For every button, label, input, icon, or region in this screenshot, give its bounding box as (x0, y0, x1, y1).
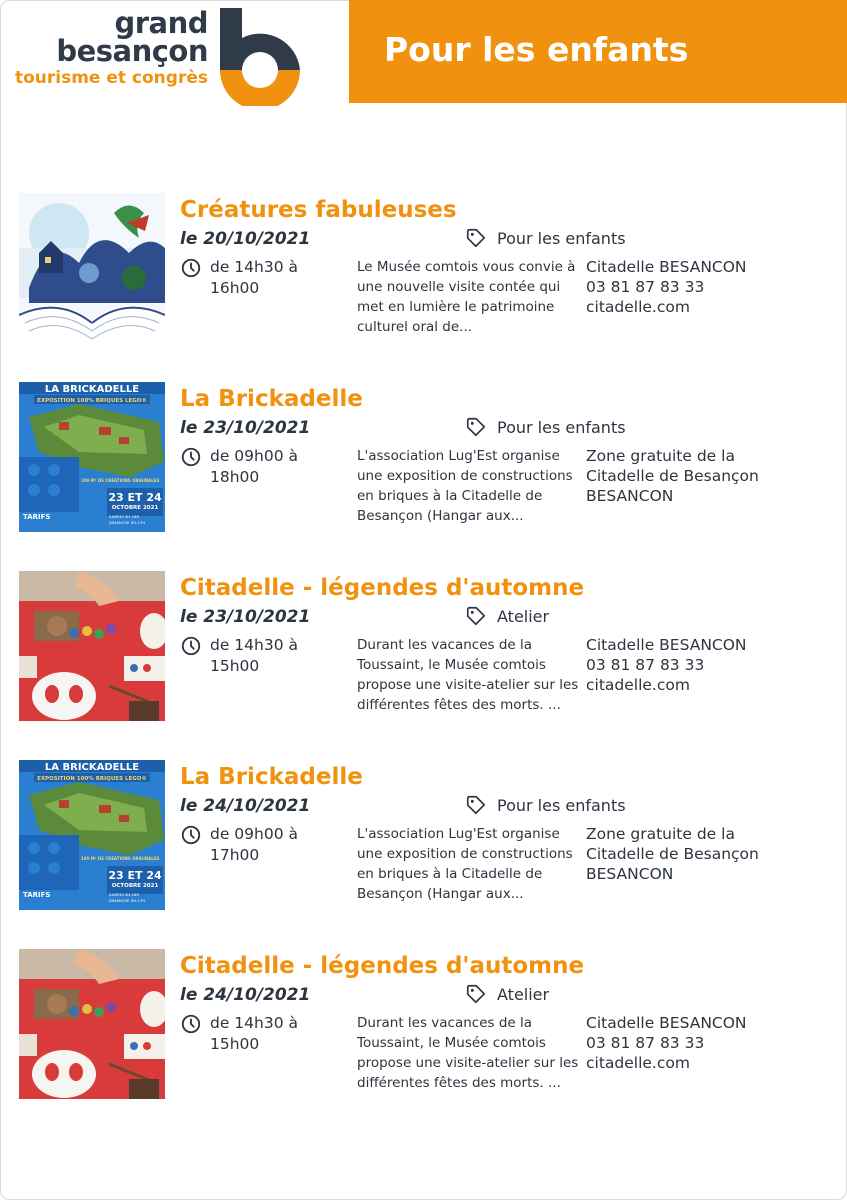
event-date: le 24/10/2021 (180, 985, 311, 1005)
clock-icon (180, 635, 202, 657)
event-card[interactable] (0, 382, 847, 562)
event-image-workshop-masks[interactable] (19, 949, 165, 1099)
poster-hours-1: SAMEDI 9H-18H (109, 514, 140, 519)
location-line: BESANCON (586, 487, 674, 505)
event-time-text: de 09h00 à 17h00 (210, 825, 298, 864)
event-title[interactable]: Citadelle - légendes d'automne (180, 953, 585, 979)
event-image-book-illustration[interactable] (19, 193, 165, 343)
event-time-text: de 14h30 à 16h00 (210, 258, 298, 297)
event-location (586, 824, 826, 884)
event-category-label: Atelier (497, 606, 550, 626)
poster-title: LA BRICKADELLE (44, 762, 140, 773)
event-description: Durant les vacances de la Toussaint, le Musée comtois propose une visite-atelier sur les différentes fêtes des morts. ... (357, 637, 579, 713)
poster-tarifs: TARIFS (23, 513, 51, 521)
event-location (586, 257, 826, 317)
event-title[interactable]: La Brickadelle (180, 386, 363, 412)
page-title: Pour les enfants (384, 30, 689, 69)
page-banner (349, 0, 847, 103)
event-category-label: Atelier (497, 984, 550, 1004)
tag-icon (465, 227, 487, 249)
event-card[interactable] (0, 760, 847, 940)
event-description: Durant les vacances de la Toussaint, le Musée comtois propose une visite-atelier sur les différentes fêtes des morts. ... (357, 1015, 579, 1091)
event-card[interactable] (0, 571, 847, 751)
location-line: 03 81 87 83 33 (586, 656, 705, 674)
clock-icon (180, 1013, 202, 1035)
event-image-brickadelle-poster[interactable] (19, 382, 165, 532)
event-date: le 23/10/2021 (180, 607, 311, 627)
clock-icon (180, 257, 202, 279)
poster-hours-2: DIMANCHE 9H-17H (109, 520, 146, 525)
event-time (180, 257, 350, 299)
event-title[interactable]: Créatures fabuleuses (180, 197, 457, 223)
poster-hours-1: SAMEDI 9H-18H (109, 892, 140, 897)
event-image-brickadelle-poster[interactable] (19, 760, 165, 910)
poster-month: OCTOBRE 2021 (111, 883, 159, 889)
location-line: citadelle.com (586, 298, 690, 316)
logo-b-icon (220, 8, 300, 106)
event-date: le 24/10/2021 (180, 796, 311, 816)
location-line: citadelle.com (586, 676, 690, 694)
event-title[interactable]: Citadelle - légendes d'automne (180, 575, 585, 601)
event-description: Le Musée comtois vous convie à une nouvelle visite contée qui met en lumière le patrimoine culturel oral de... (357, 259, 576, 335)
event-category (465, 983, 549, 1005)
location-line: BESANCON (586, 865, 674, 883)
location-line: Zone gratuite de la (586, 825, 735, 843)
poster-tarifs: TARIFS (23, 891, 51, 899)
event-location (586, 1013, 826, 1073)
event-category (465, 605, 549, 627)
clock-icon (180, 446, 202, 468)
event-card[interactable] (0, 949, 847, 1129)
event-card[interactable] (0, 193, 847, 373)
event-date: le 20/10/2021 (180, 229, 311, 249)
event-location (586, 446, 826, 506)
event-category-label: Pour les enfants (497, 417, 626, 437)
location-line: Citadelle BESANCON (586, 258, 747, 276)
event-category (465, 227, 626, 249)
location-line: 03 81 87 83 33 (586, 1034, 705, 1052)
event-time-text: de 14h30 à 15h00 (210, 1014, 298, 1053)
tag-icon (465, 416, 487, 438)
event-location (586, 635, 826, 695)
event-description: L'association Lug'Est organise une exposition de constructions en briques à la Citadelle de Besançon (Hangar aux... (357, 826, 573, 902)
location-line: Zone gratuite de la (586, 447, 735, 465)
poster-side-text: 100 M² DE CRÉATIONS ORIGINALES (81, 478, 160, 483)
location-line: Citadelle BESANCON (586, 636, 747, 654)
tag-icon (465, 605, 487, 627)
location-line: 03 81 87 83 33 (586, 278, 705, 296)
event-time-text: de 09h00 à 18h00 (210, 447, 298, 486)
clock-icon (180, 824, 202, 846)
event-time (180, 446, 350, 488)
poster-subtitle: EXPOSITION 100% BRIQUES LEGO® (37, 398, 147, 404)
poster-month: OCTOBRE 2021 (111, 505, 159, 511)
location-line: Citadelle de Besançon (586, 845, 759, 863)
location-line: citadelle.com (586, 1054, 690, 1072)
poster-subtitle: EXPOSITION 100% BRIQUES LEGO® (37, 776, 147, 782)
event-time (180, 824, 350, 866)
logo[interactable] (14, 4, 320, 104)
event-date: le 23/10/2021 (180, 418, 311, 438)
poster-side-text: 100 M² DE CRÉATIONS ORIGINALES (81, 856, 160, 861)
location-line: Citadelle BESANCON (586, 1014, 747, 1032)
event-time-text: de 14h30 à 15h00 (210, 636, 298, 675)
event-image-workshop-masks[interactable] (19, 571, 165, 721)
header (0, 0, 847, 103)
event-category-label: Pour les enfants (497, 795, 626, 815)
event-time (180, 1013, 350, 1055)
logo-line-grand: grand (114, 6, 208, 40)
event-category (465, 416, 626, 438)
poster-title: LA BRICKADELLE (44, 384, 140, 395)
poster-dates: 23 ET 24 (108, 869, 162, 882)
event-category-label: Pour les enfants (497, 228, 626, 248)
event-description: L'association Lug'Est organise une exposition de constructions en briques à la Citadelle de Besançon (Hangar aux... (357, 448, 573, 524)
event-title[interactable]: La Brickadelle (180, 764, 363, 790)
logo-line-tourisme: tourisme et congrès (14, 68, 208, 88)
poster-hours-2: DIMANCHE 9H-17H (109, 898, 146, 903)
location-line: Citadelle de Besançon (586, 467, 759, 485)
event-time (180, 635, 350, 677)
logo-line-besancon: besançon (56, 34, 208, 68)
tag-icon (465, 794, 487, 816)
tag-icon (465, 983, 487, 1005)
poster-dates: 23 ET 24 (108, 491, 162, 504)
event-category (465, 794, 626, 816)
